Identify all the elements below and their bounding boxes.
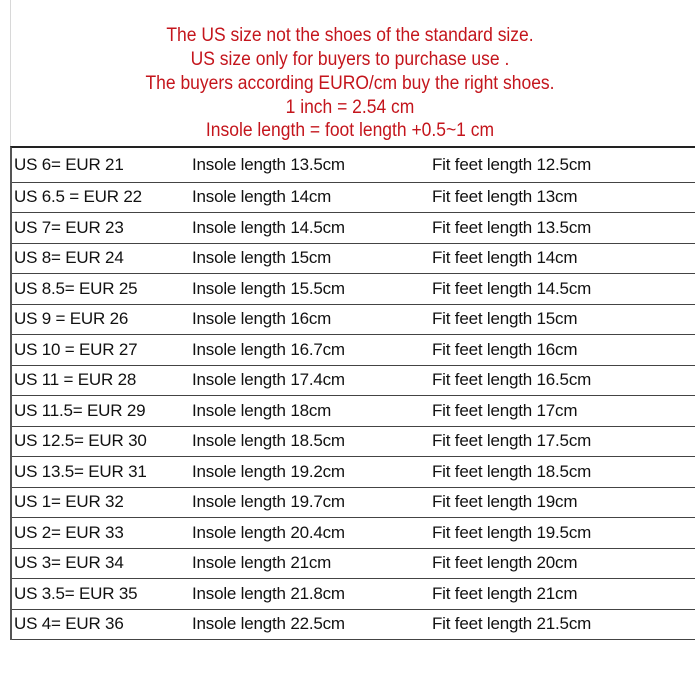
size-cell: US 10 = EUR 27 [14, 339, 138, 359]
insole-length-cell: Insole length 21.8cm [192, 583, 345, 603]
insole-length-cell: Insole length 13.5cm [192, 154, 345, 174]
size-cell: US 3= EUR 34 [14, 553, 124, 573]
note-line: US size only for buyers to purchase use . [190, 49, 510, 70]
note-line: Insole length = foot length +0.5~1 cm [205, 120, 495, 141]
insole-length-cell: Insole length 20.4cm [192, 522, 345, 542]
size-cell: US 8.5= EUR 25 [14, 278, 138, 298]
fit-feet-length-cell: Fit feet length 15cm [432, 309, 578, 329]
table-row [12, 366, 695, 397]
size-cell: US 13.5= EUR 31 [14, 461, 147, 481]
insole-length-cell: Insole length 14cm [192, 187, 332, 207]
size-cell: US 2= EUR 33 [14, 522, 124, 542]
insole-length-cell: Insole length 16.7cm [192, 339, 345, 359]
size-cell: US 4= EUR 36 [14, 614, 124, 634]
table-row [12, 427, 695, 458]
table-row [12, 549, 695, 580]
size-cell: US 11 = EUR 28 [14, 370, 137, 390]
size-cell: US 6.5 = EUR 22 [14, 187, 142, 207]
table-row [12, 579, 695, 610]
fit-feet-length-cell: Fit feet length 20cm [432, 553, 578, 573]
size-notes [0, 24, 700, 143]
size-cell: US 12.5= EUR 30 [14, 431, 147, 451]
fit-feet-length-cell: Fit feet length 21.5cm [432, 614, 592, 634]
fit-feet-length-cell: Fit feet length 19.5cm [432, 522, 592, 542]
fit-feet-length-cell: Fit feet length 14.5cm [432, 278, 592, 298]
table-row [12, 396, 695, 427]
insole-length-cell: Insole length 19.2cm [192, 461, 345, 481]
fit-feet-length-cell: Fit feet length 13cm [432, 187, 578, 207]
insole-length-cell: Insole length 19.7cm [192, 492, 345, 512]
size-chart-table [10, 146, 695, 640]
table-row [12, 518, 695, 549]
fit-feet-length-cell: Fit feet length 19cm [432, 492, 578, 512]
insole-length-cell: Insole length 17.4cm [192, 370, 345, 390]
table-row [12, 335, 695, 366]
size-cell: US 11.5= EUR 29 [14, 400, 146, 420]
note-line: The buyers according EURO/cm buy the right shoes. [145, 73, 555, 94]
insole-length-cell: Insole length 15.5cm [192, 278, 345, 298]
size-cell: US 9 = EUR 26 [14, 309, 129, 329]
fit-feet-length-cell: Fit feet length 16.5cm [432, 370, 592, 390]
table-row [12, 457, 695, 488]
insole-length-cell: Insole length 21cm [192, 553, 332, 573]
fit-feet-length-cell: Fit feet length 21cm [432, 583, 578, 603]
fit-feet-length-cell: Fit feet length 18.5cm [432, 461, 592, 481]
note-line: 1 inch = 2.54 cm [285, 97, 415, 118]
fit-feet-length-cell: Fit feet length 17.5cm [432, 431, 592, 451]
table-row [12, 213, 695, 244]
insole-length-cell: Insole length 18.5cm [192, 431, 345, 451]
insole-length-cell: Insole length 18cm [192, 400, 332, 420]
size-cell: US 1= EUR 32 [14, 492, 124, 512]
size-cell: US 6= EUR 21 [14, 154, 124, 174]
table-row [12, 274, 695, 305]
fit-feet-length-cell: Fit feet length 17cm [432, 400, 578, 420]
note-line: The US size not the shoes of the standard size. [166, 25, 534, 46]
fit-feet-length-cell: Fit feet length 12.5cm [432, 154, 592, 174]
insole-length-cell: Insole length 14.5cm [192, 217, 345, 237]
table-row [12, 488, 695, 519]
fit-feet-length-cell: Fit feet length 13.5cm [432, 217, 592, 237]
table-row [12, 305, 695, 336]
table-row [12, 183, 695, 214]
size-cell: US 3.5= EUR 35 [14, 583, 138, 603]
size-cell: US 7= EUR 23 [14, 217, 124, 237]
fit-feet-length-cell: Fit feet length 16cm [432, 339, 578, 359]
table-row [12, 148, 695, 183]
insole-length-cell: Insole length 15cm [192, 248, 332, 268]
insole-length-cell: Insole length 22.5cm [192, 614, 345, 634]
size-cell: US 8= EUR 24 [14, 248, 124, 268]
insole-length-cell: Insole length 16cm [192, 309, 332, 329]
fit-feet-length-cell: Fit feet length 14cm [432, 248, 578, 268]
table-row [12, 610, 695, 641]
table-row [12, 244, 695, 275]
